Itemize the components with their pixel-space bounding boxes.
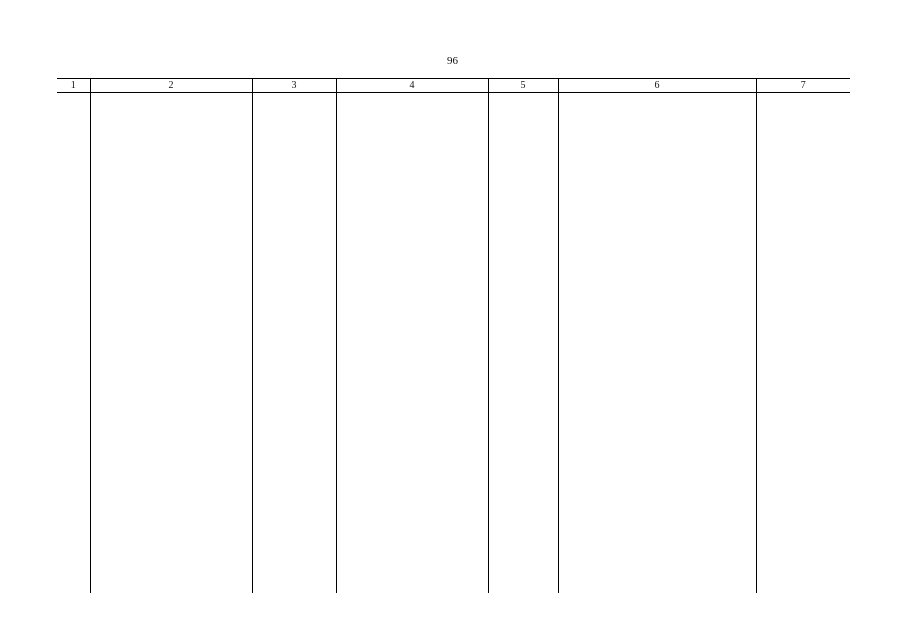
table-row (57, 193, 850, 293)
treatment-type-cell (488, 93, 558, 194)
row-number-cell (57, 493, 90, 593)
column-number: 6 (558, 79, 756, 93)
row-number-cell (57, 193, 90, 293)
diagnosis-code-cell (252, 193, 336, 293)
row-number-cell (57, 93, 90, 194)
patient-model-cell (336, 93, 488, 194)
procedure-name-cell (90, 393, 252, 493)
treatment-method-cell (558, 293, 756, 393)
treatment-type-cell (488, 293, 558, 393)
treatment-method-cell (558, 393, 756, 493)
column-number: 1 (57, 79, 90, 93)
table-row (57, 493, 850, 593)
procedure-name-cell (90, 193, 252, 293)
norm-value-cell (756, 293, 850, 393)
diagnosis-code-cell (252, 93, 336, 194)
table-row (57, 93, 850, 194)
diagnosis-code-cell (252, 493, 336, 593)
treatment-method-cell (558, 93, 756, 194)
treatment-type-cell (488, 393, 558, 493)
column-number: 2 (90, 79, 252, 93)
column-number-row (57, 79, 850, 93)
column-number: 7 (756, 79, 850, 93)
column-number: 4 (336, 79, 488, 93)
norm-value-cell (756, 93, 850, 194)
patient-model-cell (336, 493, 488, 593)
diagnosis-code-cell (252, 293, 336, 393)
patient-model-cell (336, 293, 488, 393)
treatment-method-cell (558, 493, 756, 593)
column-number: 5 (488, 79, 558, 93)
row-number-cell (57, 393, 90, 493)
patient-model-cell (336, 193, 488, 293)
procedure-name-cell (90, 293, 252, 393)
row-number-cell (57, 293, 90, 393)
patient-model-cell (336, 393, 488, 493)
treatment-type-cell (488, 493, 558, 593)
treatment-method-cell (558, 193, 756, 293)
page-number: 96 (447, 55, 458, 67)
diagnosis-code-cell (252, 393, 336, 493)
document-table (57, 78, 850, 593)
treatment-type-cell (488, 193, 558, 293)
table-row (57, 293, 850, 393)
norm-value-cell (756, 393, 850, 493)
table-row (57, 393, 850, 493)
procedure-name-cell (90, 93, 252, 194)
column-number: 3 (252, 79, 336, 93)
procedure-name-cell (90, 493, 252, 593)
norm-value-cell (756, 193, 850, 293)
norm-value-cell (756, 493, 850, 593)
